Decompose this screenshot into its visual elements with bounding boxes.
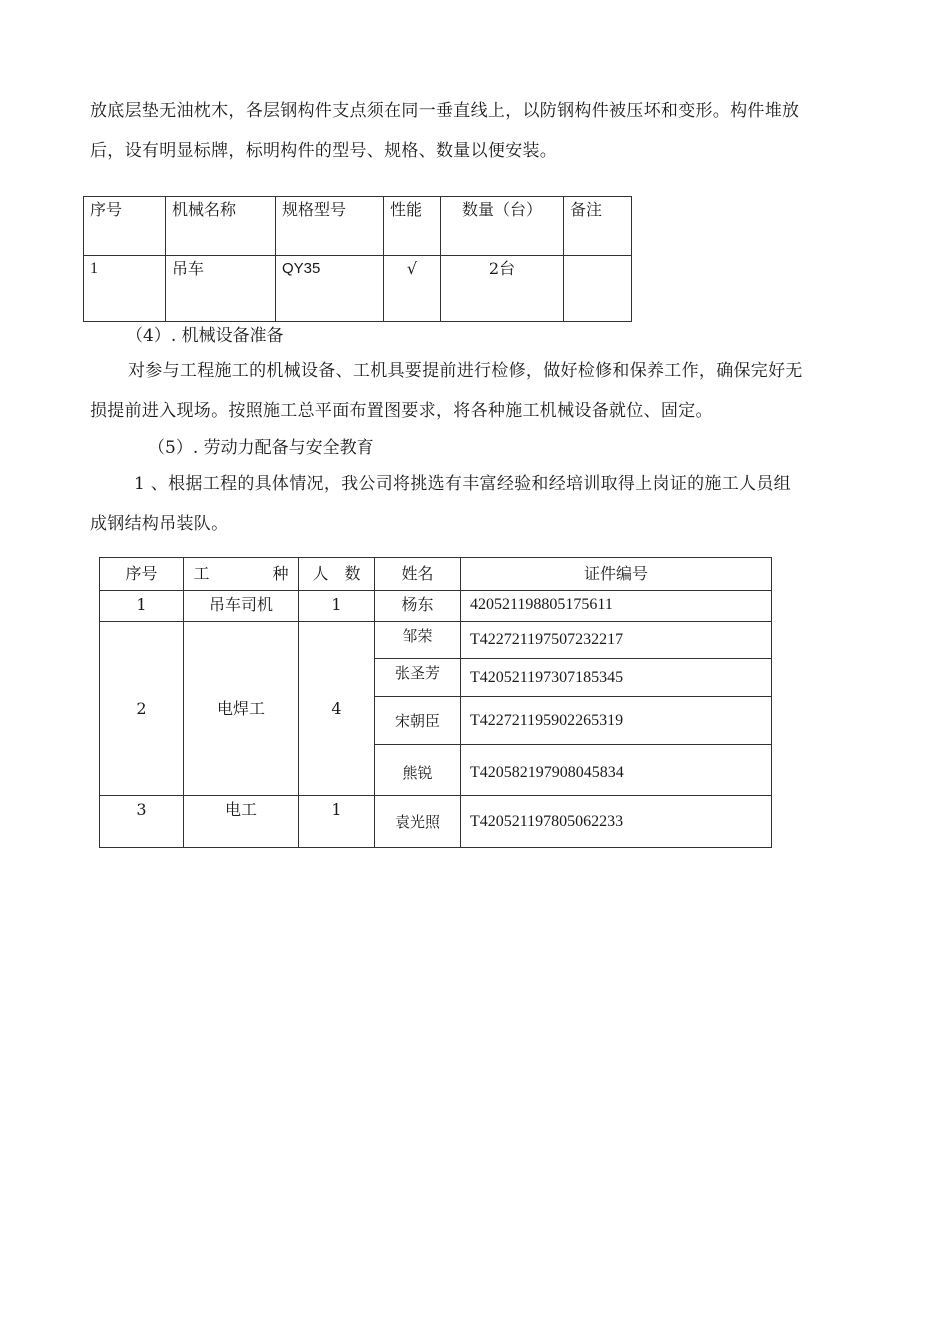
machine-cell-model: QY35 — [276, 256, 384, 322]
labor-cell-trade: 吊车司机 — [184, 591, 299, 622]
labor-row — [100, 622, 772, 659]
labor-header-name: 姓名 — [375, 558, 461, 591]
machine-header-name: 机械名称 — [166, 197, 276, 256]
section5-paragraph — [90, 464, 865, 544]
intro-line-2: 后，设有明显标牌，标明构件的型号、规格、数量以便安装。 — [90, 141, 558, 161]
labor-cell-id: 420521198805175611 — [461, 591, 772, 622]
section4-heading: （4）. 机械设备准备 — [126, 326, 284, 346]
machine-header-model: 规格型号 — [276, 197, 384, 256]
section4-line-2: 损提前进入现场。按照施工总平面布置图要求，将各种施工机械设备就位、固定。 — [90, 401, 713, 421]
section4-line-1: 对参与工程施工的机械设备、工机具要提前进行检修，做好检修和保养工作，确保完好无 — [128, 361, 803, 381]
machine-cell-quantity: 2台 — [441, 256, 564, 322]
labor-cell-count: 1 — [299, 591, 375, 622]
labor-cell-name: 袁光照 — [375, 796, 461, 848]
labor-row — [100, 796, 772, 848]
labor-cell-id: T420521197307185345 — [461, 659, 772, 697]
machine-header-row — [84, 197, 632, 256]
labor-cell-id: T420521197805062233 — [461, 796, 772, 848]
intro-line-1: 放底层垫无油枕木，各层钢构件支点须在同一垂直线上，以防钢构件被压坏和变形。构件堆放 — [90, 101, 800, 121]
machine-cell-name: 吊车 — [166, 256, 276, 322]
labor-cell-id: T420582197908045834 — [461, 745, 772, 796]
labor-cell-count: 1 — [299, 796, 375, 848]
labor-cell-id: T422721195902265319 — [461, 697, 772, 745]
labor-cell-name: 张圣芳 — [375, 659, 461, 697]
labor-header-no: 序号 — [100, 558, 184, 591]
labor-cell-trade: 电焊工 — [184, 622, 299, 796]
labor-cell-no: 3 — [100, 796, 184, 848]
labor-cell-name: 邹荣 — [375, 622, 461, 659]
labor-cell-name: 宋朝臣 — [375, 697, 461, 745]
machine-header-remark: 备注 — [564, 197, 632, 256]
intro-paragraph — [90, 91, 865, 171]
labor-row — [100, 591, 772, 622]
labor-cell-no: 1 — [100, 591, 184, 622]
labor-header-row — [100, 558, 772, 591]
labor-header-count: 人 数 — [299, 558, 375, 591]
section5-line-1: 1 、根据工程的具体情况，我公司将挑选有丰富经验和经培训取得上岗证的施工人员组 — [134, 474, 791, 494]
labor-cell-name: 熊锐 — [375, 745, 461, 796]
labor-table — [99, 557, 772, 848]
machine-header-quantity: 数量（台） — [441, 197, 564, 256]
labor-cell-name: 杨东 — [375, 591, 461, 622]
machine-cell-remark — [564, 256, 632, 322]
machine-cell-no: 1 — [84, 256, 166, 322]
section4-paragraph — [90, 351, 865, 431]
labor-cell-trade: 电工 — [184, 796, 299, 848]
labor-header-id: 证件编号 — [461, 558, 772, 591]
section5-heading: （5）. 劳动力配备与安全教育 — [148, 438, 374, 458]
machine-cell-performance: √ — [384, 256, 441, 322]
labor-cell-count: 4 — [299, 622, 375, 796]
section5-line-2: 成钢结构吊装队。 — [90, 514, 229, 534]
machine-header-performance: 性能 — [384, 197, 441, 256]
machine-row — [84, 256, 632, 322]
machine-table — [83, 196, 632, 322]
labor-header-trade: 工 种 — [184, 558, 299, 591]
machine-header-no: 序号 — [84, 197, 166, 256]
labor-cell-no: 2 — [100, 622, 184, 796]
labor-cell-id: T422721197507232217 — [461, 622, 772, 659]
